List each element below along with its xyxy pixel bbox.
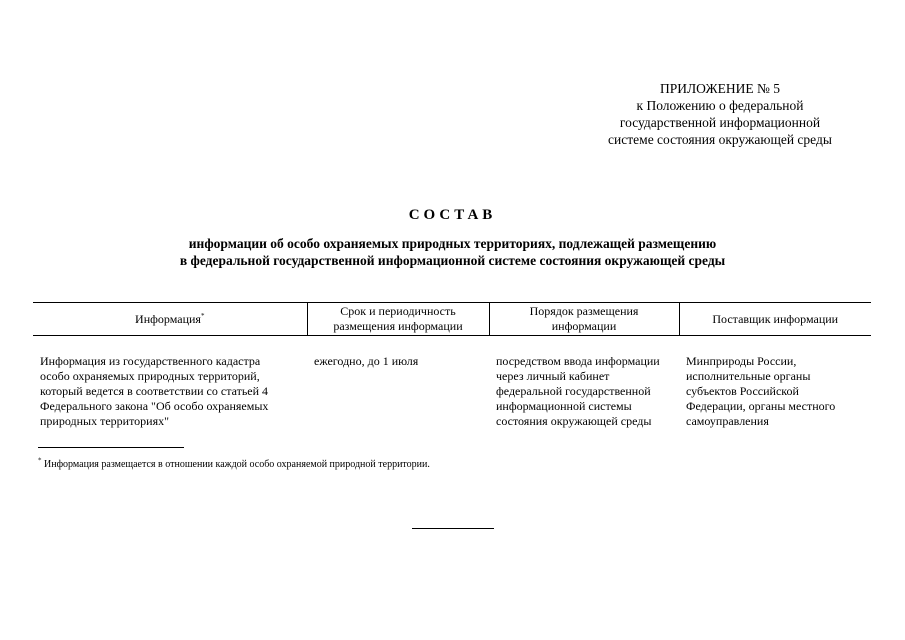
cell-line: федеральной государственной — [496, 384, 651, 398]
footnote — [38, 458, 430, 471]
cell-line: Федерального закона "Об особо охраняемых — [40, 399, 269, 413]
cell-line: Федерации, органы местного — [686, 399, 836, 413]
cell-line: субъектов Российской — [686, 384, 799, 398]
header-period-line: размещения информации — [333, 319, 463, 333]
subtitle-line: в федеральной государственной информационной системе состояния окружающей среды — [179, 253, 726, 268]
document-subtitle — [0, 235, 905, 269]
header-supplier: Поставщик информации — [679, 303, 871, 336]
footnote-mark: * — [38, 456, 42, 465]
appendix-line: к Положению о федеральной — [636, 98, 804, 113]
appendix-line: системе состояния окружающей среды — [608, 132, 832, 147]
subtitle-line: информации об особо охраняемых природных территориях, подлежащей размещению — [188, 236, 717, 251]
end-divider — [412, 528, 494, 529]
cell-line: через личный кабинет — [496, 369, 610, 383]
cell-line: который ведется в соответствии со статьей 4 — [40, 384, 269, 398]
info-table — [33, 302, 871, 429]
document-title: СОСТАВ — [408, 207, 497, 223]
appendix-line: ПРИЛОЖЕНИЕ № 5 — [659, 81, 781, 96]
cell-line: посредством ввода информации — [496, 354, 660, 368]
header-info — [33, 303, 307, 336]
cell-period — [307, 336, 489, 430]
header-procedure-line: Порядок размещения — [529, 304, 639, 318]
cell-line: исполнительные органы — [686, 369, 811, 383]
footnote-marker: * — [200, 311, 205, 320]
header-period-line: Срок и периодичность — [340, 304, 456, 318]
cell-supplier — [679, 336, 871, 430]
footnote-divider — [38, 447, 184, 448]
cell-info — [33, 336, 307, 430]
cell-line: самоуправления — [686, 414, 769, 428]
appendix-block — [560, 80, 880, 148]
cell-procedure — [489, 336, 679, 430]
footnote-text: Информация размещается в отношении каждой особо охраняемой природной территории. — [41, 459, 430, 470]
cell-line: ежегодно, до 1 июля — [314, 354, 419, 368]
cell-line: природных территориях" — [40, 414, 170, 428]
cell-line: информационной системы — [496, 399, 632, 413]
header-info-label: Информация — [135, 311, 201, 326]
table-row — [33, 336, 871, 430]
cell-line: состояния окружающей среды — [496, 414, 652, 428]
cell-line: Информация из государственного кадастра — [40, 354, 261, 368]
appendix-line: государственной информационной — [619, 115, 821, 130]
header-procedure — [489, 303, 679, 336]
cell-line: особо охраняемых природных территорий, — [40, 369, 260, 383]
table-header-row — [33, 303, 871, 336]
header-period — [307, 303, 489, 336]
cell-line: Минприроды России, — [686, 354, 797, 368]
header-procedure-line: информации — [551, 319, 617, 333]
